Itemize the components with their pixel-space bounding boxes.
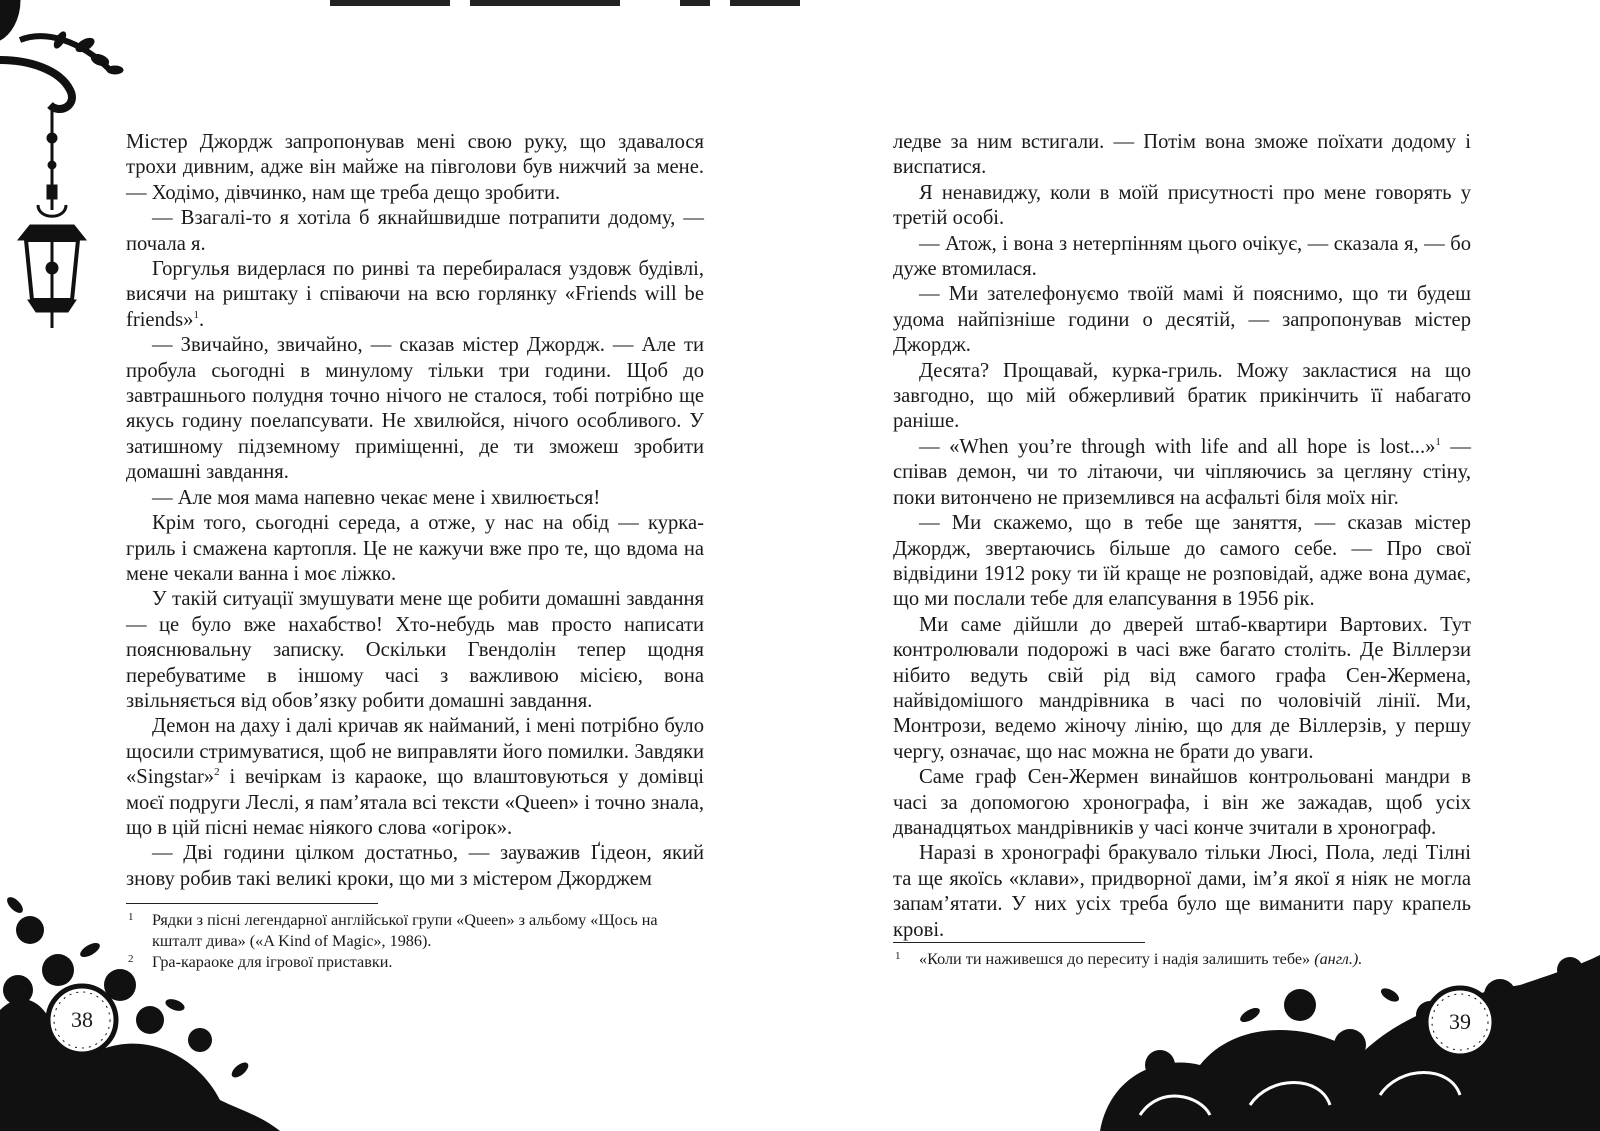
footnote-divider — [126, 903, 378, 904]
paragraph: — Атож, і вона з нетерпінням цього очікує, — сказала я, — бо дуже втомилася. — [893, 232, 1471, 281]
paragraph: Горгулья видерлася по ринві та перебиралася уздовж будівлі, висячи на риштаку і співаючи на всю горлянку «Friends will be friends»$^1$. — [126, 258, 704, 331]
paragraph-text: Горгулья видерлася по ринві та перебиралася уздовж будівлі, висячи на риштаку і співаючи на всю горлянку «Friends will be friends» — [126, 258, 704, 331]
paragraph: — Звичайно, звичайно, — сказав містер Джордж. — Але ти пробула сьогодні в минулому тільки три години. Щоб до завтрашнього полудня точно нічого не сталося, тобі потрібно ще якусь годину поелапсувати. Не хвилюйся, нічого особливого. У затишному підземному приміщенні, де ти зможеш зробити домашні завдання. — [126, 334, 704, 484]
paragraph: — Але моя мама напевно чекає мене і хвилюється! — [152, 486, 601, 509]
footnote — [126, 952, 704, 973]
footnote-text: Рядки з пісні легендарної англійської групи «Queen» з альбому «Щось на кшталт дива» («A Kind of Magic», 1986). — [152, 911, 658, 950]
paragraph: Містер Джордж запропонував мені свою руку, що здавалося трохи дивним, адже він майже на півголови був нижчий за мене. — Ходімо, дівчинко, нам ще треба дещо зробити. — [126, 131, 704, 204]
paragraph: Крім того, сьогодні середа, а отже, у нас на обід — курка-гриль і смажена картопля. Це не кажучи вже про те, що вдома на мене чекали ванна і моє ліжко. — [126, 512, 704, 585]
footnote-ref: 1 — [1435, 436, 1441, 449]
footnote-ref: 2 — [214, 766, 220, 779]
right-footnotes — [893, 942, 1471, 970]
paragraph: — Дві години цілком достатньо, — зауважив Ґідеон, який знову робив такі великі кроки, що ми з містером Джорджем — [126, 842, 704, 890]
paragraph: — Взагалі-то я хотіла б якнайшвидше потрапити додому, — почала я. — [126, 207, 704, 255]
header-ornament — [680, 0, 710, 6]
footnote-mark: 2 — [128, 953, 134, 965]
paragraph-text: — співав демон, чи то літаючи, чи чіпляючись за цегляну стіну, поки витончено не приземлився на асфальті біля моїх ніг. — [893, 435, 1471, 509]
left-page-text — [126, 130, 704, 892]
header-ornament — [470, 0, 620, 6]
footnote-mark: 1 — [895, 950, 901, 962]
footnote-divider — [893, 942, 1145, 943]
paragraph: ледве за ним встигали. — Потім вона зможе поїхати додому і виспатися. — [893, 131, 1471, 179]
paragraph: — Ми зателефонуємо твоїй мамі й пояснимо, що ти будеш удома найпізніше години о десятій, — запропонував містер Джордж. — [893, 283, 1471, 357]
header-ornament — [330, 0, 450, 6]
footnote — [126, 910, 704, 952]
footnote-text: Гра-караоке для ігрової приставки. — [152, 953, 393, 971]
paragraph — [893, 435, 1471, 511]
paragraph: Я ненавиджу, коли в моїй присутності про мене говорять у третій особі. — [893, 181, 1471, 230]
footnote-mark: 1 — [128, 911, 134, 923]
lantern-ornament-icon — [0, 0, 130, 340]
right-page-text — [893, 130, 1471, 943]
paragraph: — Ми скажемо, що в тебе ще заняття, — сказав містер Джордж, звертаючись більше до самого себе. — Про свої відвідини 1912 року ти їй краще не розповідай, адже вона думає, що ми послали тебе для елапсування в 1956 рік. — [893, 512, 1471, 611]
paragraph-text: і вечіркам із караоке, що влаштовуються у домівці моєї подруги Леслі, я пам’ятала всі тексти «Queen» і точно знала, що в цій пісні немає ніякого слова «огірок». — [126, 766, 704, 839]
page-number-left: 38 — [71, 1007, 93, 1032]
footnote — [893, 949, 1471, 970]
left-footnotes — [126, 903, 704, 973]
footnote-lang: (англ.). — [1314, 950, 1363, 968]
paragraph: Десята? Прощавай, курка-гриль. Можу закластися на що завгодно, що мій обжерливий братик прикінчить її набагато раніше. — [893, 359, 1471, 433]
paragraph: Саме граф Сен-Жермен винайшов контрольовані мандри в часі за допомогою хронографа, і він же зажадав, щоб усіх дванадцятьох мандрівників у часі конче зчитали в хронограф. — [893, 766, 1471, 839]
footnote-ref: 1 — [193, 308, 199, 321]
paragraph: У такій ситуації змушувати мене ще робити домашні завдання — це було вже нахабство! Хто-небудь мав просто написати пояснювальну записку. Оскільки Гвендолін тепер щодня перебуватиме в іншому часі з важливою місією, вона звільняється від обов’язку робити домашні завдання. — [126, 588, 704, 712]
footnote-text: «Коли ти наживешся до переситу і надія залишить тебе» — [919, 950, 1311, 968]
paragraph: Наразі в хронографі бракувало тільки Люсі, Пола, леді Тілні та ще якоїсь «клави», придворної дами, ім’я якої я ніяк не могла запам’ятати. У них усіх треба було ще виманити пару крапель крові. — [893, 842, 1471, 941]
paragraph-text: — «When you’re through with life and all hope is lost...» — [919, 435, 1436, 458]
paragraph-text: Демон на даху і далі кричав як найманий, і мені потрібно було щосили стримуватися, щоб не виправляти його помилки. Завдяки «Singstar» — [126, 715, 704, 789]
rose-ornament-icon — [1100, 955, 1600, 1131]
header-ornament — [730, 0, 800, 6]
page-number-right: 39 — [1449, 1009, 1471, 1034]
paragraph — [126, 714, 704, 841]
paragraph: Ми саме дійшли до дверей штаб-квартири Вартових. Тут контролювали подорожі в часі вже багато століть. Де Віллерзи нібито ведуть свій рід від самого графа Сен-Жермена, найвідомішого мандрівника в часі по чоловічій лінії. Ми, Монтрози, ведемо жіночу лінію, що для де Віллерзів, у першу чергу, означає, що нас можна не брати до уваги. — [893, 613, 1471, 763]
